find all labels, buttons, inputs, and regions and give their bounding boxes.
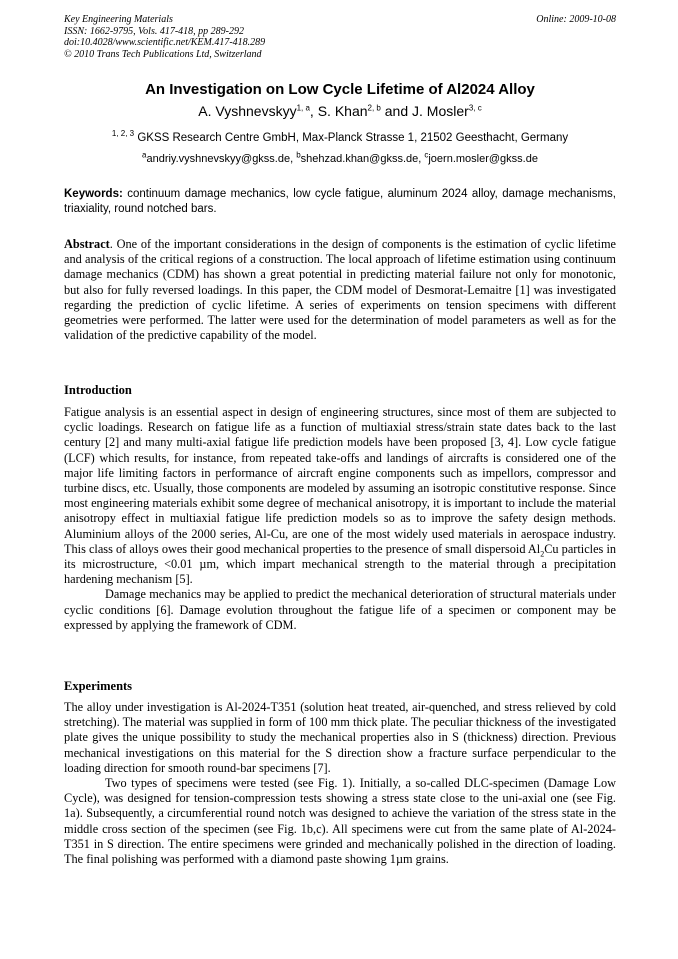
paragraph (64, 405, 616, 587)
author-affiliation-mark: 1, a (296, 103, 310, 113)
journal-doi: doi:10.4028/www.scientific.net/KEM.417-418.289 (64, 37, 266, 48)
affiliation-text: GKSS Research Centre GmbH, Max-Planck Strasse 1, 21502 Geesthacht, Germany (137, 132, 569, 144)
journal-copyright: © 2010 Trans Tech Publications Ltd, Switzerland (64, 48, 262, 60)
journal-info (64, 14, 616, 60)
email-mark: a (142, 150, 147, 160)
affiliation-mark: 1, 2, 3 (111, 129, 135, 139)
keywords-label: Keywords: (64, 188, 123, 200)
author-list (64, 103, 616, 119)
journal-issn: ISSN: 1662-9795, Vols. 417-418, pp 289-292 (64, 25, 244, 37)
abstract-paragraph (64, 237, 616, 343)
subscript: 2 (540, 549, 545, 559)
author-name: S. Khan (317, 103, 368, 119)
email-address: andriy.vyshnevskyy@gkss.de, (146, 153, 297, 165)
keywords-text: continuum damage mechanics, low cycle fatigue, aluminum 2024 alloy, damage mechanisms, triaxiality, round notched bars. (64, 188, 616, 215)
paper-title: An Investigation on Low Cycle Lifetime of Al2024 Alloy (145, 81, 535, 98)
email-address: joern.mosler@gkss.de (428, 153, 538, 165)
journal-header (64, 14, 616, 60)
online-date: Online: 2009-10-08 (536, 14, 616, 25)
author-separator: and (380, 103, 413, 119)
section-heading-experiments: Experiments (64, 679, 133, 693)
section-heading-introduction: Introduction (64, 383, 132, 397)
affiliation (64, 129, 616, 144)
introduction-body (64, 405, 616, 633)
email-address: shehzad.khan@gkss.de, (300, 153, 425, 165)
abstract-label: Abstract (64, 237, 110, 251)
paragraph: The alloy under investigation is Al-2024-T351 (solution heat treated, air-quenched, and stress relieved by cold stretching). The material was supplied in form of 100 mm thick plate. The peculiar thickness of the investigated plate gives the unique possibility to study the mechanical properties also in S (thickness) direction. Previous mechanical investigations on this material for the S direction show a fracture surface perpendicular to the loading direction for smooth round-bar specimens [7]. (64, 700, 616, 775)
author-name: J. Mosler (412, 103, 469, 119)
email-mark: b (296, 150, 301, 160)
author-affiliation-mark: 3, c (468, 103, 482, 113)
journal-name: Key Engineering Materials (64, 14, 173, 25)
email-mark: c (424, 150, 429, 160)
paragraph-text: Cu particles in its microstructure, <0.01 µm, which impart mechanical strength to the material through a precipitation hardening mechanism [5]. (64, 541, 617, 587)
paragraph: Two types of specimens were tested (see Fig. 1). Initially, a so-called DLC-specimen (Damage Low Cycle), was designed for tension-compression tests showing a stress state close to the uni-axial one (see Fig. 1a). Subsequently, a circumferential round notch was designed to achieve the variation of the stress state in the middle cross section of the specimen (see Fig. 1b,c). All specimens were cut from the same plate of Al-2024-T351 in S direction. The entire specimens were grinded and mechanically polished in the direction of loading. The final polishing was performed with a diamond paste showing 1µm grains. (64, 776, 616, 867)
author-affiliation-mark: 2, b (367, 103, 381, 113)
abstract (64, 237, 616, 343)
author-emails (64, 150, 616, 165)
paragraph: Damage mechanics may be applied to predict the mechanical deterioration of structural materials under cyclic conditions [6]. Damage evolution throughout the fatigue life of a specimen or component may be expressed by applying the framework of CDM. (64, 587, 616, 632)
abstract-text: . One of the important considerations in the design of components is the estimation of cyclic lifetime and analysis of the critical regions of a construction. The local approach of lifetime estimation using continuum damage mechanics (CDM) has shown a great potential in predicting material failure not only for monotonic, but also for fully reversed loadings. In this paper, the CDM model of Desmorat-Lemaitre [1] was investigated regarding the prediction of cyclic lifetime. A series of experiments on tension specimens with different geometries were performed. The latter were used for the determination of model parameters as well as for the validation of the predictive capability of the model. (64, 237, 616, 343)
keywords (64, 187, 616, 216)
author-name: A. Vyshnevskyy (198, 103, 297, 119)
paragraph-text: Fatigue analysis is an essential aspect in design of engineering structures, since most of them are subjected to cyclic loadings. Research on fatigue life as a function of multiaxial stress/strain state dates back to the last century [2] and many multi-axial fatigue life prediction models have been proposed [3, 4]. Low cycle fatigue (LCF) which results, for instance, from repeated take-offs and landings of aircrafts is considered one of the major life limiting factors in performance of aircraft engine components such as impellors, compressor and turbine discs, etc. Usually, those components are modeled by assuming an isotropic constitutive response. Since most engineering materials exhibit some degree of mechanical anisotropy, it is important to include the material anisotropy effect in multiaxial fatigue life prediction models so as to improve the safety design methods. Aluminium alloys of the 2000 series, Al-Cu, are one of the most widely used materials in aerospace industry. This class of alloys owes their good mechanical properties to the presence of small dispersoid Al (64, 405, 616, 556)
experiments-body (64, 700, 616, 867)
author-separator: , (309, 103, 318, 119)
